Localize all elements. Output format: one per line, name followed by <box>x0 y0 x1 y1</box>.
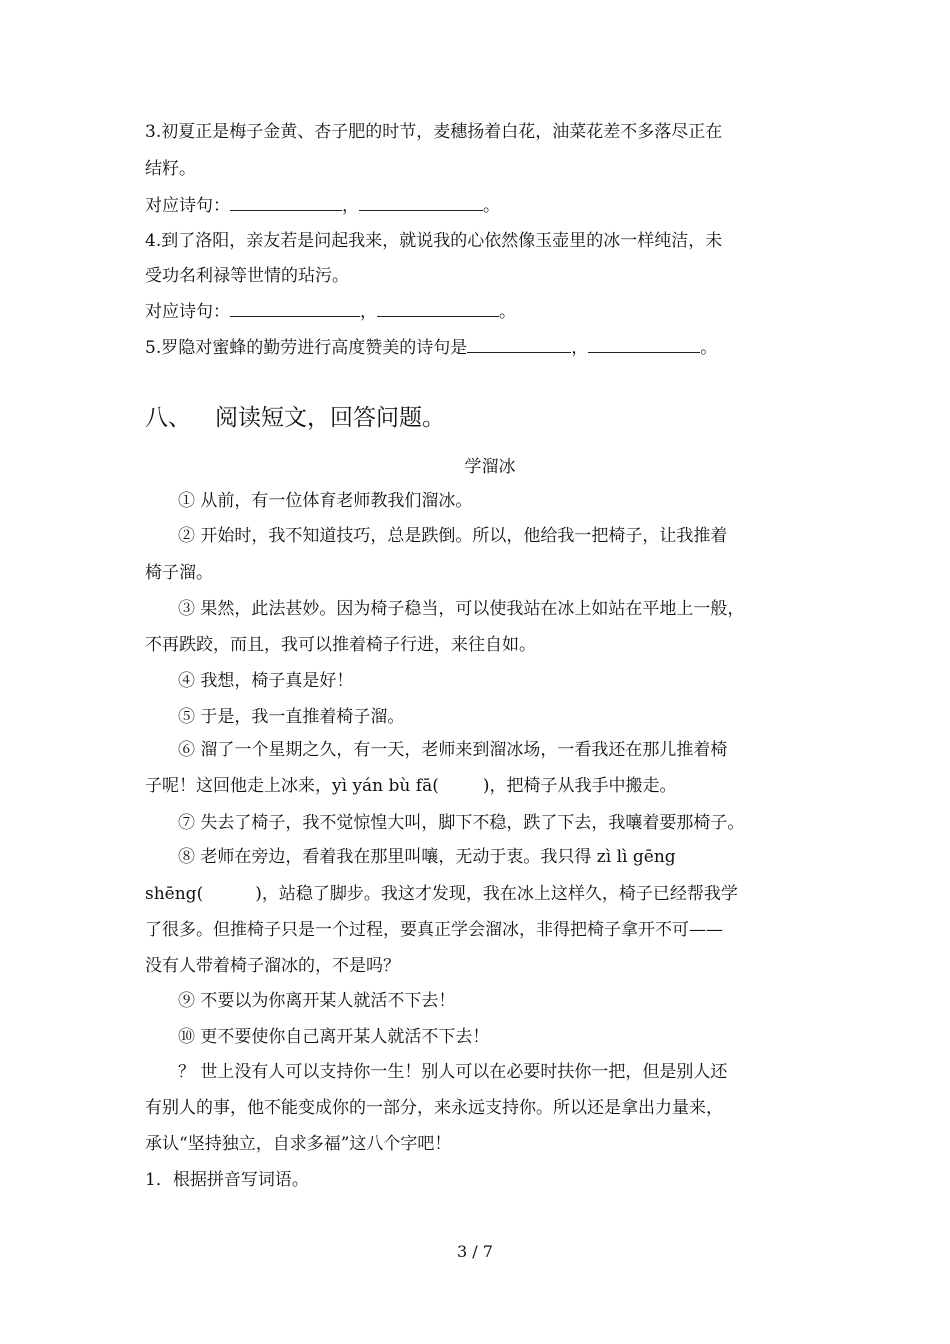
section-number: 八、 <box>145 405 191 431</box>
passage-p3-line-1: ③ 果然，此法甚妙。因为椅子稳当，可以使我站在冰上如站在平地上一般， <box>178 599 745 619</box>
q3-answer-line <box>145 195 500 217</box>
passage-p6-line-1: ⑥ 溜了一个星期之久，有一天，老师来到溜冰场，一看我还在那儿推着椅 <box>178 740 728 760</box>
q3-period: 。 <box>483 196 500 216</box>
q3-line-1: 3.初夏正是梅子金黄、杏子肥的时节，麦穗扬着白花，油菜花差不多落尽正在 <box>145 122 723 142</box>
section-title: 阅读短文，回答问题。 <box>215 405 445 431</box>
q3-blank-2[interactable] <box>359 196 483 211</box>
section-heading <box>145 403 445 433</box>
p6-pinyin-prompt: 子呢！这回他走上冰来，yì yán bù fā( <box>145 776 439 796</box>
q3-line-2: 结籽。 <box>145 159 196 179</box>
passage-p2-line-1: ② 开始时，我不知道技巧，总是跌倒。所以，他给我一把椅子，让我推着 <box>178 526 728 546</box>
q3-answer-label: 对应诗句： <box>145 196 230 216</box>
page-number: 3 / 7 <box>457 1242 493 1261</box>
passage-p1: ① 从前，有一位体育老师教我们溜冰。 <box>178 491 473 511</box>
passage-p6-line-2 <box>145 775 676 797</box>
q5-line <box>145 337 717 359</box>
passage-p11-line-2: 有别人的事，他不能变成你的一部分，来永远支持你。所以还是拿出力量来， <box>145 1098 723 1118</box>
p6-rest: )，把椅子从我手中搬走。 <box>482 776 677 796</box>
q4-line-1: 4.到了洛阳，亲友若是问起我来，就说我的心依然像玉壶里的冰一样纯洁，未 <box>145 231 723 251</box>
passage-p9: ⑨ 不要以为你离开某人就活不下去！ <box>178 991 456 1011</box>
passage-p7: ⑦ 失去了椅子，我不觉惊惶大叫，脚下不稳，跌了下去，我嚷着要那椅子。 <box>178 813 745 833</box>
question-1: 1．根据拼音写词语。 <box>145 1170 309 1190</box>
passage-p10: ⑩ 更不要使你自己离开某人就活不下去！ <box>178 1027 490 1047</box>
passage-p8-line-2 <box>145 883 738 905</box>
q5-comma: ， <box>571 338 589 358</box>
passage-title: 学溜冰 <box>464 457 516 477</box>
q4-blank-2[interactable] <box>377 302 499 317</box>
q4-answer-label: 对应诗句： <box>145 302 230 322</box>
q4-answer-line <box>145 301 516 323</box>
passage-p4: ④ 我想，椅子真是好！ <box>178 671 354 691</box>
passage-p8-line-4: 没有人带着椅子溜冰的，不是吗？ <box>145 956 400 976</box>
passage-p8-line-3: 了很多。但推椅子只是一个过程，要真正学会溜冰，非得把椅子拿开不可—— <box>145 920 723 940</box>
q4-blank-1[interactable] <box>230 302 360 317</box>
passage-p5: ⑤ 于是，我一直推着椅子溜。 <box>178 707 405 727</box>
passage-p8-line-1: ⑧ 老师在旁边，看着我在那里叫嚷，无动于衷。我只得 zì lì gēng <box>178 847 676 867</box>
q4-line-2: 受功名利禄等世情的玷污。 <box>145 266 349 286</box>
q5-text: 5.罗隐对蜜蜂的勤劳进行高度赞美的诗句是 <box>145 338 468 358</box>
q5-blank-2[interactable] <box>588 338 700 353</box>
q5-blank-1[interactable] <box>467 338 571 353</box>
p8-pinyin-prompt: shēng( <box>145 884 204 904</box>
q4-period: 。 <box>499 302 516 322</box>
passage-p3-line-2: 不再跌跤，而且，我可以推着椅子行进，来往自如。 <box>145 635 536 655</box>
p8-rest: )，站稳了脚步。我这才发现，我在冰上这样久，椅子已经帮我学 <box>255 884 738 904</box>
q4-comma: ， <box>360 302 377 322</box>
q3-comma: ， <box>342 196 359 216</box>
q5-period: 。 <box>700 338 718 358</box>
q3-blank-1[interactable] <box>230 196 342 211</box>
passage-p11-line-3: 承认“坚持独立，自求多福”这八个字吧！ <box>145 1134 452 1154</box>
passage-p2-line-2: 椅子溜。 <box>145 563 213 583</box>
passage-p11-line-1: ？ 世上没有人可以支持你一生！别人可以在必要时扶你一把，但是别人还 <box>178 1062 728 1082</box>
